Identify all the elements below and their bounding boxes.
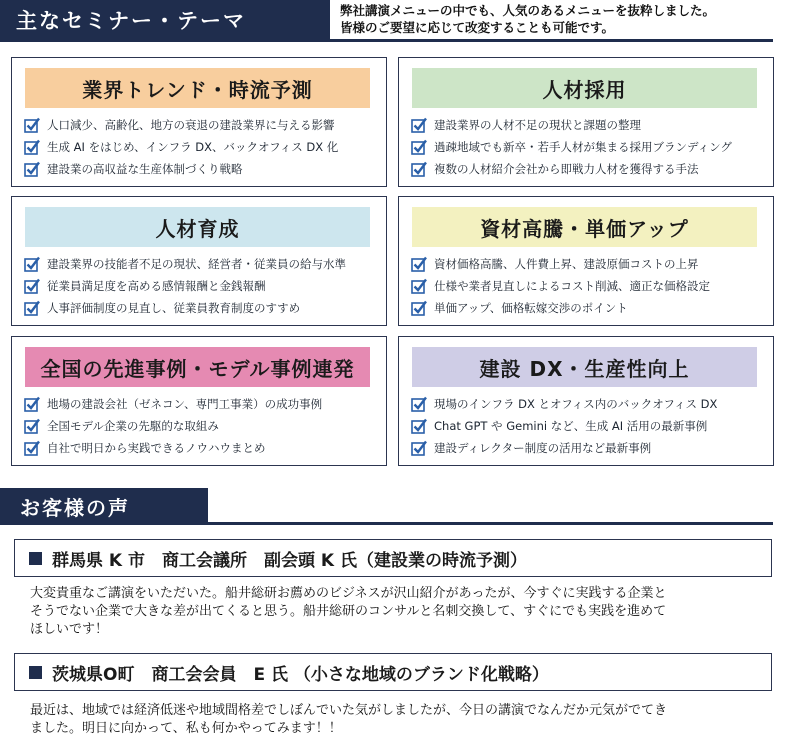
voice-line: 最近は、地域では経済低迷や地域間格差でしぼんでいた気がしましたが、今日の講演でなんだか元気がでてき xyxy=(30,703,668,718)
card-list xyxy=(24,114,338,180)
list-item xyxy=(411,415,717,437)
list-item xyxy=(24,275,346,297)
voice-line: ほしいです！ xyxy=(30,622,109,637)
list-item xyxy=(24,297,346,319)
list-item xyxy=(24,158,338,180)
intro-text xyxy=(340,2,715,36)
voice-heading xyxy=(14,653,772,691)
list-item xyxy=(24,136,338,158)
list-item xyxy=(411,114,732,136)
theme-card-case-studies xyxy=(11,336,387,466)
item-text: 地場の建設会社（ゼネコン、専門工事業）の成功事例 xyxy=(47,397,323,411)
voice-body xyxy=(30,702,760,738)
voices-header xyxy=(0,488,208,524)
list-item xyxy=(24,253,346,275)
list-item xyxy=(24,114,338,136)
list-item xyxy=(411,158,732,180)
list-item xyxy=(411,393,717,415)
header-underline xyxy=(0,39,773,42)
card-list xyxy=(411,393,717,459)
checkbox-icon xyxy=(24,161,40,177)
voices-underline xyxy=(0,522,773,525)
section-header xyxy=(0,0,330,40)
checkbox-icon xyxy=(411,396,427,412)
list-item xyxy=(24,437,322,459)
card-title: 建設 DX・生産性向上 xyxy=(412,347,757,387)
list-item xyxy=(24,393,322,415)
card-list xyxy=(411,253,710,319)
item-text: 建設ディレクター制度の活用など最新事例 xyxy=(434,441,652,455)
item-text: 資材価格高騰、人件費上昇、建設原価コストの上昇 xyxy=(434,257,699,271)
item-text: 現場のインフラ DX とオフィス内のバックオフィス DX xyxy=(434,397,718,411)
checkbox-icon xyxy=(411,440,427,456)
card-title: 人材育成 xyxy=(25,207,370,247)
voices-title: お客様の声 xyxy=(20,495,130,520)
voice-line: ました。明日に向かって、私も何かやってみます！！ xyxy=(30,721,342,736)
voice-line: そうでない企業で大きな差が出てくると思う。船井総研のコンサルと名刺交換して、すぐにでも実践を進めて xyxy=(30,604,667,619)
checkbox-icon xyxy=(24,278,40,294)
intro-line: 弊社講演メニューの中でも、人気のあるメニューを抜粋しました。 xyxy=(340,3,716,18)
item-text: 過疎地域でも新卒・若手人材が集まる採用ブランディング xyxy=(434,140,732,154)
item-text: 生成 AI をはじめ、インフラ DX、バックオフィス DX 化 xyxy=(47,140,339,154)
checkbox-icon xyxy=(411,278,427,294)
voice-line: 大変貴重なご講演をいただいた。船井総研お薦めのビジネスが沢山紹介があったが、今すぐに実践する企業と xyxy=(30,586,667,601)
checkbox-icon xyxy=(411,117,427,133)
list-item xyxy=(24,415,322,437)
voice-heading-text: 茨城県O町 商工会会員 E 氏 （小さな地域のブランド化戦略） xyxy=(52,664,549,685)
checkbox-icon xyxy=(24,117,40,133)
item-text: 従業員満足度を高める感情報酬と金銭報酬 xyxy=(47,279,266,293)
section-title: 主なセミナー・テーマ xyxy=(16,9,246,33)
voice-heading xyxy=(14,539,772,577)
item-text: 建設業界の技能者不足の現状、経営者・従業員の給与水準 xyxy=(47,257,346,271)
checkbox-icon xyxy=(411,139,427,155)
card-list xyxy=(411,114,732,180)
checkbox-icon xyxy=(24,300,40,316)
square-bullet-icon xyxy=(29,552,42,565)
item-text: 複数の人材紹介会社から即戦力人材を獲得する手法 xyxy=(434,162,699,176)
item-text: 建設業の高収益な生産体制づくり戦略 xyxy=(47,162,243,176)
item-text: 人口減少、高齢化、地方の衰退の建設業界に与える影響 xyxy=(47,118,335,132)
checkbox-icon xyxy=(24,139,40,155)
item-text: 仕様や業者見直しによるコスト削減、適正な価格設定 xyxy=(434,279,710,293)
checkbox-icon xyxy=(411,256,427,272)
checkbox-icon xyxy=(24,396,40,412)
item-text: 全国モデル企業の先駆的な取組み xyxy=(47,419,219,433)
theme-card-dx xyxy=(398,336,774,466)
card-title: 資材高騰・単価アップ xyxy=(412,207,757,247)
intro-line: 皆様のご要望に応じて改変することも可能です。 xyxy=(340,20,615,35)
checkbox-icon xyxy=(411,418,427,434)
checkbox-icon xyxy=(411,300,427,316)
checkbox-icon xyxy=(24,256,40,272)
theme-card-pricing xyxy=(398,196,774,326)
list-item xyxy=(411,297,710,319)
square-bullet-icon xyxy=(29,666,42,679)
item-text: Chat GPT や Gemini など、生成 AI 活用の最新事例 xyxy=(434,419,708,433)
item-text: 単価アップ、価格転嫁交渉のポイント xyxy=(434,301,628,315)
theme-card-trend xyxy=(11,57,387,187)
list-item xyxy=(411,275,710,297)
list-item xyxy=(411,437,717,459)
item-text: 自社で明日から実践できるノウハウまとめ xyxy=(47,441,266,455)
theme-card-recruitment xyxy=(398,57,774,187)
list-item xyxy=(411,136,732,158)
card-title: 業界トレンド・時流予測 xyxy=(25,68,370,108)
item-text: 建設業界の人材不足の現状と課題の整理 xyxy=(434,118,641,132)
item-text: 人事評価制度の見直し、従業員教育制度のすすめ xyxy=(47,301,301,315)
list-item xyxy=(411,253,710,275)
card-title: 人材採用 xyxy=(412,68,757,108)
checkbox-icon xyxy=(24,440,40,456)
card-list xyxy=(24,393,322,459)
card-list xyxy=(24,253,346,319)
theme-card-development xyxy=(11,196,387,326)
voice-heading-text: 群馬県 K 市 商工会議所 副会頭 K 氏（建設業の時流予測） xyxy=(52,550,528,571)
checkbox-icon xyxy=(411,161,427,177)
card-title: 全国の先進事例・モデル事例連発 xyxy=(25,347,370,387)
checkbox-icon xyxy=(24,418,40,434)
voice-body xyxy=(30,585,760,639)
